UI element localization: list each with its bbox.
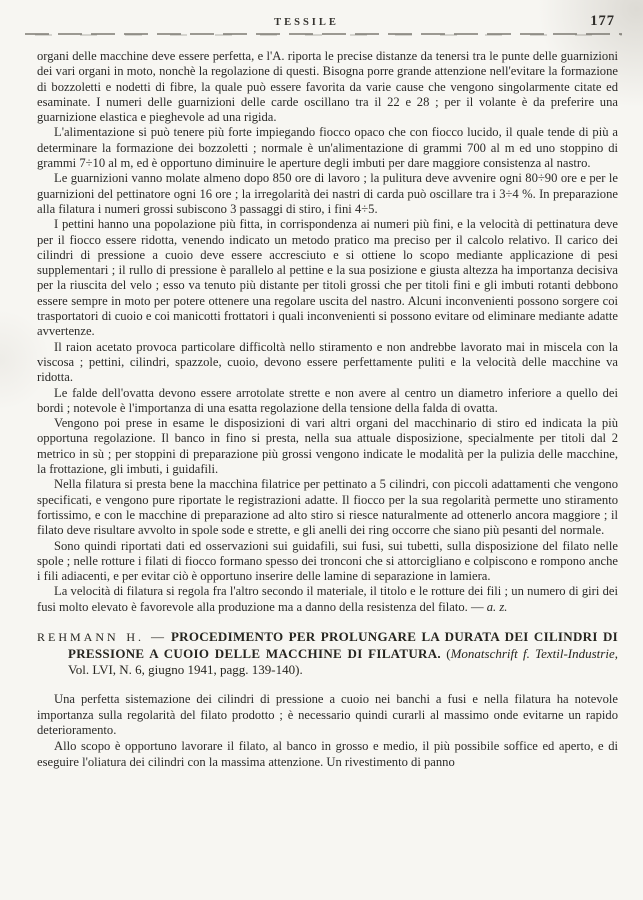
page-body [37,49,618,771]
review-body [37,692,618,771]
paragraph: Le falde dell'ovatta devono essere arrotolate strette e non avere al centro un diametro inferiore a quello dei bordi ; notevole è l'importanza di una esatta regolazione della tensione della falda di ovatta. [37,385,618,415]
citation-source-open: ( [446,645,451,661]
paragraph-text: La velocità di filatura si regola fra l'altro secondo il materiale, il titolo e le rotture dei fili ; un numero di giri dei fusi molto elevato è favorevole alla produzione ma a danno della resistenza del filato. — [37,584,618,614]
paragraph: Vengono poi prese in esame le disposizioni di vari altri organi del macchinario di stiro ed indicata la più opportuna regolazione. Il banco in fino si presta, nella sua attuale disposizione, specialmente per titoli dal 2 metrico in sù ; per stoppini di preparazione più grossi vengono indicate le modalità per la pulizia delle macchine, la frottazione, gli imbuti, i guidafili. [37,416,618,477]
paragraph: L'alimentazione si può tenere più forte impiegando fiocco opaco che con fiocco lucido, il quale tende di più a determinare la formazione dei bozzoletti ; normale è un'alimentazione di grammi 700 al m ed uno stoppino di grammi 7÷10 al m, ed è opportuno diminuire le aperture degli imbuti per dare maggiore consistenza al nastro. [37,125,618,171]
paragraph: Il raion acetato provoca particolare difficoltà nello stiramento e non andrebbe lavorato mai in miscela con la viscosa ; pettini, cilindri, spazzole, cuoio, devono essere perfettamente puliti e la velocità delle macchine va ridotta. [37,339,618,385]
paragraph: Allo scopo è opportuno lavorare il filato, al banco in grosso e medio, il più possibile soffice ed aperto, e di eseguire l'oliatura dei cilindri con la massima attenzione. Un rivestimento di panno [37,739,618,769]
journal-title: TESSILE [274,17,339,28]
citation-source-details: , Vol. LVI, N. 6, giugno 1941, pagg. 139-140). [68,645,618,678]
paragraph: Nella filatura si presta bene la macchina filatrice per pettinato a 5 cilindri, con piccoli adattamenti che vengono specificati, e vengono pure riportate le registrazioni adatte. Il fiocco per la sua regolarità permette uno stiramento fortissimo, e con le macchine di preparazione ad alto stiro si riesce naturalmente ad ottenerlo ancora maggiore ; il filato deve risultare avvolto in spole sode e strette, e gli anelli dei ring occorre che siano più pesanti del normale. [37,477,618,538]
paragraph [37,584,618,615]
header-rule-divider [25,33,622,36]
paragraph: I pettini hanno una popolazione più fitta, in corrispondenza ai numeri più fini, e la velocità di pettinatura deve per il fiocco essere ridotta, venendo indicato un metodo pratico ma preciso per il calcolo relativo. Il carico dei cilindri di pressione a cuoio deve essere accresciuto e si ottiene lo scopo mediante applicazione di pesi supplementari ; il rullo di pressione è parallelo al pettine e la sua posizione e giusta altezza ha importanza decisiva per la riuscita del velo ; esso va tenuto più distante per titoli grossi che per titoli fini e gli imbuti rotanti debbono essere sempre in moto per potere ottenere una regolare uscita del nastro. Alcuni inconvenienti possono sorgere coi trasportatori di cuoio e coi manicotti frottatori i quali inconvenienti si possono evitare od eliminare mediante adatte avvertenze. [37,217,618,339]
paragraph: Una perfetta sistemazione dei cilindri di pressione a cuoio nei banchi a fusi e nella filatura ha notevole importanza sulla regolarità del filato prodotto ; è necessario quindi curarli al massimo onde evitarne un rapido deterioramento. [37,691,618,738]
paragraph: Sono quindi riportati dati ed osservazioni sui guidafili, sui fusi, sui tubetti, sulla disposizione del filato nelle spole ; nelle rotture i filati di fiocco formano spesso dei tronconi che si attorcigliano e colpiscono e rompono anche i fili adiacenti, e per evitar ciò è opportuno inserire delle lamine di separazione in lamiera. [37,538,618,584]
bibliographic-citation [37,629,618,679]
paragraph: Le guarnizioni vanno molate almeno dopo 850 ore di lavoro ; la pulitura deve avvenire ogni 80÷90 ore e per le guarnizioni del pettinatore ogni 16 ore ; la irregolarità dei nastri di carda può oscillare tra i 3÷4 %. In preparazione alla filatura i numeri grossi subiscono 3 passaggi di stiro, i fini 4÷5. [37,171,618,216]
page-number: 177 [590,13,615,29]
citation-author: REHMANN H. [37,629,145,644]
paragraph: organi delle macchine deve essere perfetta, e l'A. riporta le precise distanze da tenersi tra le punte delle guarnizioni dei vari organi in moto, nonchè la regolazione di questi. Bisogna porre grande attenzione nell'evitare la formazione di bozzoletti e nodetti di fibre, la quale può essere favorita da varie cause che vengono singolarmente citate ed esaminate. I numeri delle guarnizioni delle carde oscillano tra il 22 e 28 ; per il volante è da preferire una guarnizione elastica e pieghevole ad una rigida. [37,49,618,125]
citation-dash: — [150,628,164,644]
reviewer-initials: a. z. [486,599,508,614]
citation-journal-name: Monatschrift f. Textil-Industrie [450,645,615,661]
citation-title: PROCEDIMENTO PER PROLUNGARE LA DURATA DEI CILINDRI DI PRESSIONE A CUOIO DELLE MACCHINE DI FILATURA. [68,628,618,661]
